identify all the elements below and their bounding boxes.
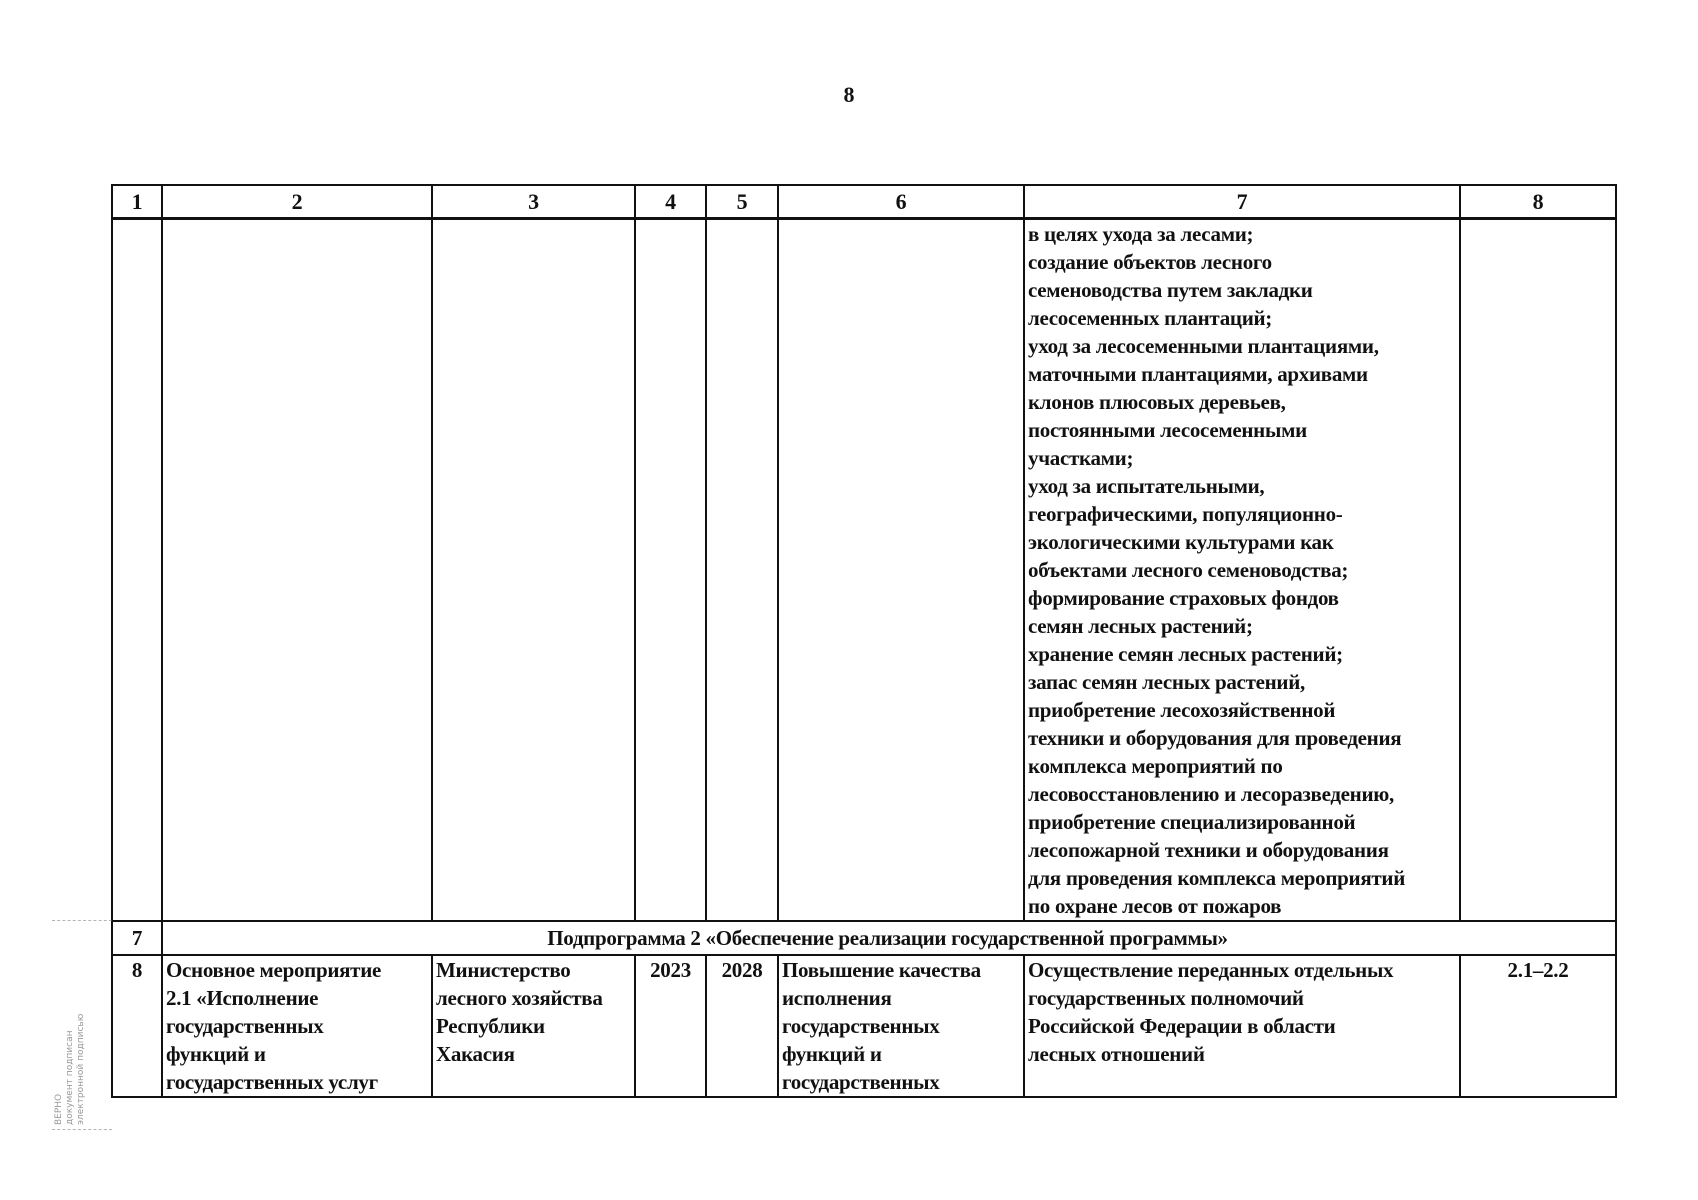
header-cell-3: 3: [432, 185, 635, 219]
activities-line: Осуществление переданных отдельных: [1028, 958, 1394, 982]
measure-name-cell: [162, 955, 432, 1097]
indicator-link-cell: 2.1–2.2: [1460, 955, 1616, 1097]
approval-stamp: [52, 920, 112, 1130]
measure-line: маточными плантациями, архивами: [1028, 362, 1368, 386]
activities-line: государственных полномочий: [1028, 986, 1304, 1010]
program-table-container: [111, 184, 1615, 1098]
measure-line: приобретение лесохозяйственной: [1028, 698, 1336, 722]
header-cell-6: 6: [778, 185, 1024, 219]
continuation-cell-4: [635, 219, 706, 922]
continuation-cell-8: [1460, 219, 1616, 922]
measure-line: для проведения комплекса мероприятий: [1028, 866, 1406, 890]
measure-name-line: Основное мероприятие: [166, 958, 382, 982]
measure-line: участками;: [1028, 446, 1134, 470]
measure-line: по охране лесов от пожаров: [1028, 894, 1282, 918]
continuation-cell-7: [1024, 219, 1460, 922]
measure-line: уход за испытательными,: [1028, 474, 1265, 498]
page-number: 8: [843, 82, 855, 107]
continuation-cell-3: [432, 219, 635, 922]
table-header-row: [112, 185, 1616, 219]
expected-result-line: исполнения: [782, 986, 892, 1010]
header-cell-4: 4: [635, 185, 706, 219]
header-cell-2: 2: [162, 185, 432, 219]
activities-cell: [1024, 955, 1460, 1097]
measure-line: лесовосстановлению и лесоразведению,: [1028, 782, 1394, 806]
expected-result-line: Повышение качества: [782, 958, 981, 982]
end-year-cell: 2028: [706, 955, 778, 1097]
measure-line: постоянными лесосеменными: [1028, 418, 1307, 442]
measure-line: клонов плюсовых деревьев,: [1028, 390, 1286, 414]
continuation-cell-5: [706, 219, 778, 922]
row-number: 8: [112, 955, 162, 1097]
activities-line: лесных отношений: [1028, 1042, 1205, 1066]
header-cell-5: 5: [706, 185, 778, 219]
expected-result-line: функций и: [782, 1042, 882, 1066]
subprogram-title: Подпрограмма 2 «Обеспечение реализации государственной программы»: [162, 921, 1616, 955]
measure-line: семеноводства путем закладки: [1028, 278, 1313, 302]
measure-line: лесосеменных плантаций;: [1028, 306, 1272, 330]
header-cell-1: 1: [112, 185, 162, 219]
program-table: [111, 184, 1617, 1098]
measure-line: уход за лесосеменными плантациями,: [1028, 334, 1379, 358]
continuation-cell-6: [778, 219, 1024, 922]
executor-line: Республики: [436, 1014, 545, 1038]
executor-cell: [432, 955, 635, 1097]
executor-line: Хакасия: [436, 1042, 515, 1066]
measure-line: лесопожарной техники и оборудования: [1028, 838, 1389, 862]
measure-line: формирование страховых фондов: [1028, 586, 1339, 610]
activities-line: Российской Федерации в области: [1028, 1014, 1336, 1038]
continuation-row: [112, 219, 1616, 922]
table-row: [112, 955, 1616, 1097]
expected-result-line: государственных: [782, 1070, 940, 1094]
continuation-cell-2: [162, 219, 432, 922]
measure-line: семян лесных растений;: [1028, 614, 1253, 638]
expected-result-line: государственных: [782, 1014, 940, 1038]
continuation-cell-1: [112, 219, 162, 922]
expected-result-cell: [778, 955, 1024, 1097]
measure-name-line: государственных услуг: [166, 1070, 378, 1094]
start-year-cell: 2023: [635, 955, 706, 1097]
measure-name-line: 2.1 «Исполнение: [166, 986, 319, 1010]
measure-line: приобретение специализированной: [1028, 810, 1356, 834]
executor-line: Министерство: [436, 958, 571, 982]
measure-line: объектами лесного семеноводства;: [1028, 558, 1349, 582]
measure-line: в целях ухода за лесами;: [1028, 222, 1254, 246]
measure-line: запас семян лесных растений,: [1028, 670, 1305, 694]
stamp-line: электронной подписью: [76, 1013, 86, 1125]
measure-name-line: государственных: [166, 1014, 324, 1038]
stamp-line: ВЕРНО: [54, 1093, 64, 1125]
measure-line: создание объектов лесного: [1028, 250, 1272, 274]
header-cell-8: 8: [1460, 185, 1616, 219]
measure-line: экологическими культурами как: [1028, 530, 1334, 554]
measure-line: хранение семян лесных растений;: [1028, 642, 1343, 666]
subprogram-row: [112, 921, 1616, 955]
stamp-line: документ подписан: [65, 1030, 75, 1125]
measure-line: техники и оборудования для проведения: [1028, 726, 1402, 750]
measure-name-line: функций и: [166, 1042, 266, 1066]
stamp-text: [52, 920, 112, 1130]
header-cell-7: 7: [1024, 185, 1460, 219]
measure-line: географическими, популяционно-: [1028, 502, 1343, 526]
subprogram-row-number: 7: [112, 921, 162, 955]
measure-line: комплекса мероприятий по: [1028, 754, 1283, 778]
executor-line: лесного хозяйства: [436, 986, 603, 1010]
